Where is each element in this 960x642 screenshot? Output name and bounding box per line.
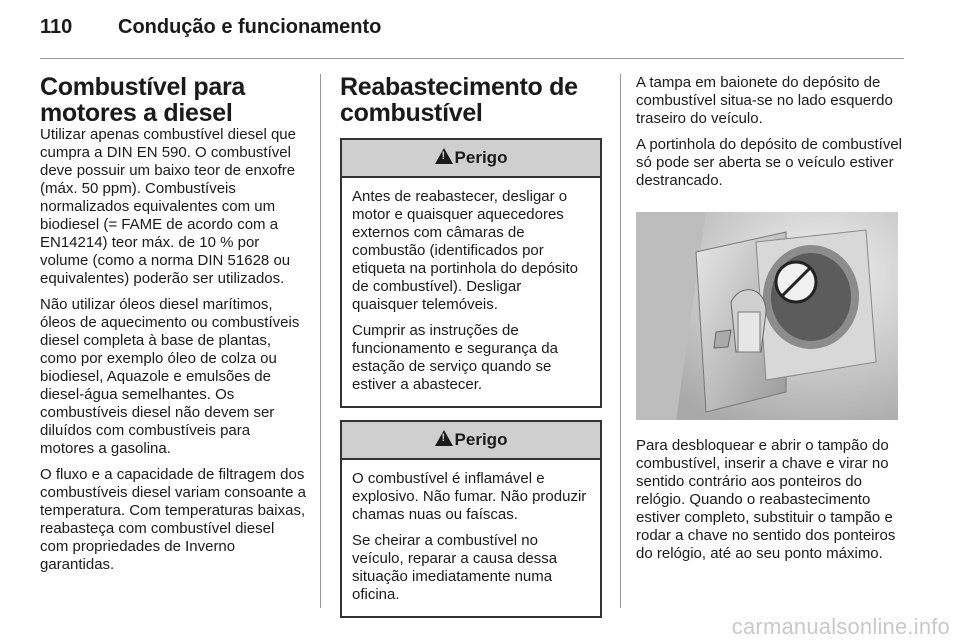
column-fuel-door — [636, 74, 904, 571]
warning-text: Antes de reabastecer, desligar o motor e quaisquer aquecedores externos com câmaras de combustão (identificados por etiqueta na portinhola do depósito de combustível). Desligar quaisquer telemóveis. — [352, 188, 579, 313]
fuel-door-paragraph: A portinhola do depósito de combustível só pode ser aberta se o veículo estiver destrancado. — [636, 136, 903, 189]
warning-triangle-icon — [435, 148, 453, 164]
watermark: carmanualsonline.info — [731, 614, 950, 639]
warning-title: Perigo — [454, 148, 508, 167]
warning-header — [342, 140, 600, 178]
header-rule — [40, 58, 904, 59]
refuel-heading: Reabastecimento de combustível — [340, 73, 578, 127]
warning-box — [340, 420, 602, 618]
column-divider — [620, 74, 621, 608]
diesel-paragraph: O fluxo e a capacidade de filtragem dos combustíveis diesel variam consoante a temperatura. Com temperaturas baixas, reabasteça com combustível diesel com propriedades de Inverno garantidas. — [40, 466, 306, 573]
column-diesel — [40, 74, 306, 582]
warning-text: Cumprir as instruções de funcionamento e segurança da estação de serviço quando se estiver a abastecer. — [352, 322, 558, 393]
fuel-door-paragraph: A tampa em baionete do depósito de combustível situa-se no lado esquerdo traseiro do veículo. — [636, 74, 893, 127]
diesel-paragraph: Utilizar apenas combustível diesel que cumpra a DIN EN 590. O combustível deve possuir um baixo teor de enxofre (máx. 50 ppm). Combustíveis normalizados equivalentes com um biodiesel (= FAME de acordo com a EN14214) teor máx. de 10 % por volume (como a norma DIN 51628 ou equivalentes) poderão ser utilizados. — [40, 126, 296, 287]
column-refuel — [340, 74, 602, 618]
page-number: 110 — [40, 16, 73, 38]
warning-title: Perigo — [454, 430, 508, 449]
page-header — [40, 16, 381, 39]
warning-triangle-icon — [435, 430, 453, 446]
diesel-paragraph: Não utilizar óleos diesel marítimos, óleos de aquecimento ou combustíveis diesel completa à base de plantas, como por exemplo óleo de colza ou biodiesel, Aquazole e emulsões de diesel-água semelhantes. Os combustíveis diesel não devem ser diluídos com combustíveis para motores a gasolina. — [40, 296, 300, 457]
diesel-heading: Combustível para motores a diesel — [40, 73, 245, 127]
warning-box — [340, 138, 602, 408]
warning-text: O combustível é inflamável e explosivo. Não fumar. Não produzir chamas nuas ou faíscas. — [352, 470, 587, 523]
unlock-instructions: Para desbloquear e abrir o tampão do combustível, inserir a chave e virar no sentido contrário aos ponteiros do relógio. Quando o reabastecimento estiver completo, substituir o tampão e rodar a chave no sentido dos ponteiros do relógio, até ao seu ponto máximo. — [636, 437, 896, 562]
fuel-filler-photo — [636, 212, 898, 420]
warning-header — [342, 422, 600, 460]
warning-text: Se cheirar a combustível no veículo, reparar a causa dessa situação imediatamente numa oficina. — [352, 532, 558, 603]
section-title: Condução e funcionamento — [118, 16, 382, 38]
column-divider — [320, 74, 321, 608]
